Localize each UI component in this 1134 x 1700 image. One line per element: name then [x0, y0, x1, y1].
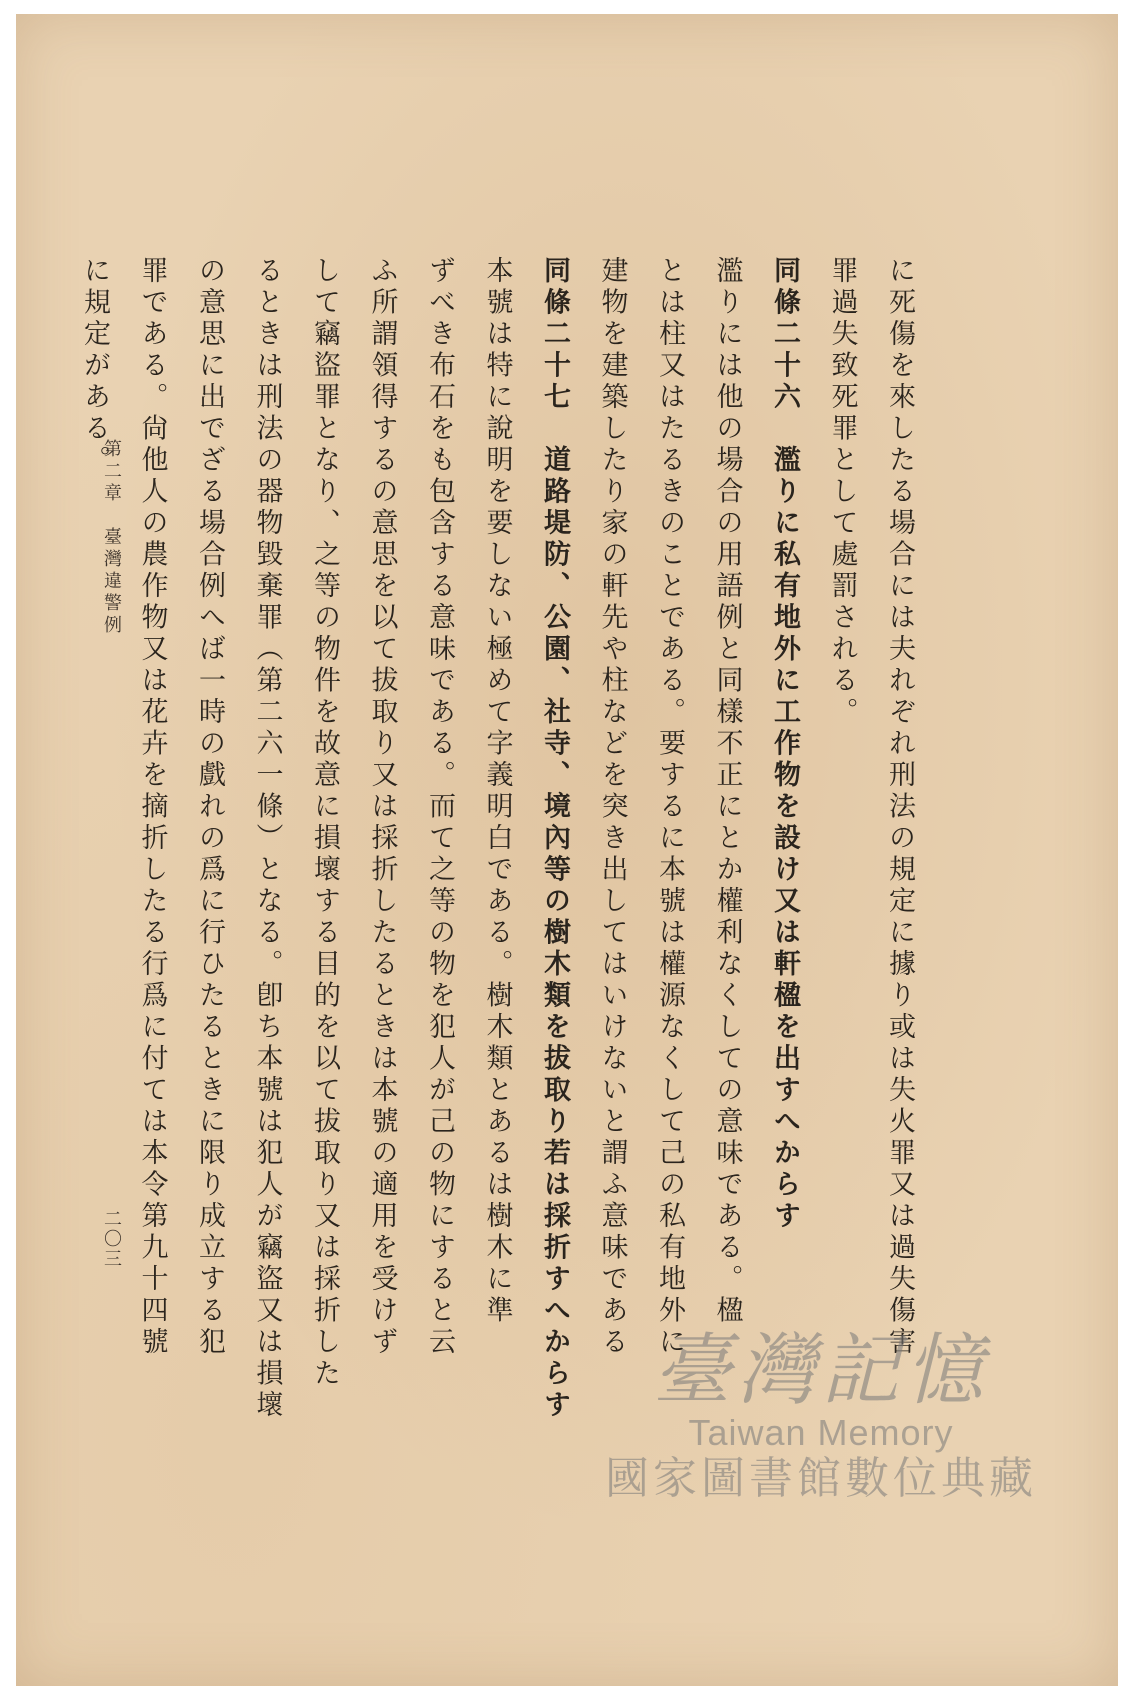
watermark-calligraphy: 臺灣記憶 — [652, 1326, 989, 1416]
book-page — [16, 14, 1118, 1686]
text-column: 罪過失致死罪として處罰される。 — [826, 256, 858, 729]
text-column: るときは刑法の器物毀棄罪（第二六一條）となる。卽ち本號は犯人が竊盜又は損壞 — [251, 256, 283, 1422]
text-column: 建物を建築したり家の軒先や柱などを突き出してはいけないと謂ふ意味である — [596, 256, 628, 1359]
library-watermark — [541, 1326, 1101, 1505]
main-text — [66, 256, 929, 1506]
watermark-english: Taiwan Memory — [688, 1412, 954, 1453]
text-column: とは柱又はたるきのことである。要するに本號は權源なくして己の私有地外に — [654, 256, 685, 1359]
running-head: 第二章 臺灣違警例 — [101, 439, 122, 637]
text-column: の意思に出でざる場合例へば一時の戲れの爲に行ひたるときに限り成立する犯 — [194, 256, 225, 1359]
text-column: 罪である。尙他人の農作物又は花卉を摘折したる行爲に付ては本令第九十四號 — [136, 256, 168, 1359]
text-column: ずべき布石をも包含する意味である。而て之等の物を犯人が己の物にすると云 — [424, 256, 455, 1359]
text-column: して竊盜罪となり、之等の物件を故意に損壞する目的を以て拔取り又は採折した — [309, 256, 340, 1390]
text-column: に規定がある。 — [79, 256, 110, 477]
text-column: ふ所謂領得するの意思を以て拔取り又は採折したるときは本號の適用を受けず — [366, 256, 398, 1359]
text-column: に死傷を來したる場合には夫れぞれ刑法の規定に據り或は失火罪又は過失傷害 — [884, 256, 915, 1359]
text-column: 本號は特に說明を要しない極めて字義明白である。樹木類とあるは樹木に準 — [481, 256, 513, 1327]
article-heading: 同條二十七 道路堤防、公園、社寺、境內等の樹木類を拔取り若は採折すへからす — [539, 256, 570, 1422]
page-number: 二〇三 — [101, 1209, 122, 1269]
text-column: 濫りには他の場合の用語例と同樣不正にとか權利なくしての意味である。楹 — [711, 256, 743, 1327]
watermark-library-name: 國家圖書館數位典藏 — [605, 1453, 1037, 1504]
article-heading: 同條二十六 濫りに私有地外に工作物を設け又は軒楹を出すへからす — [769, 256, 800, 1233]
